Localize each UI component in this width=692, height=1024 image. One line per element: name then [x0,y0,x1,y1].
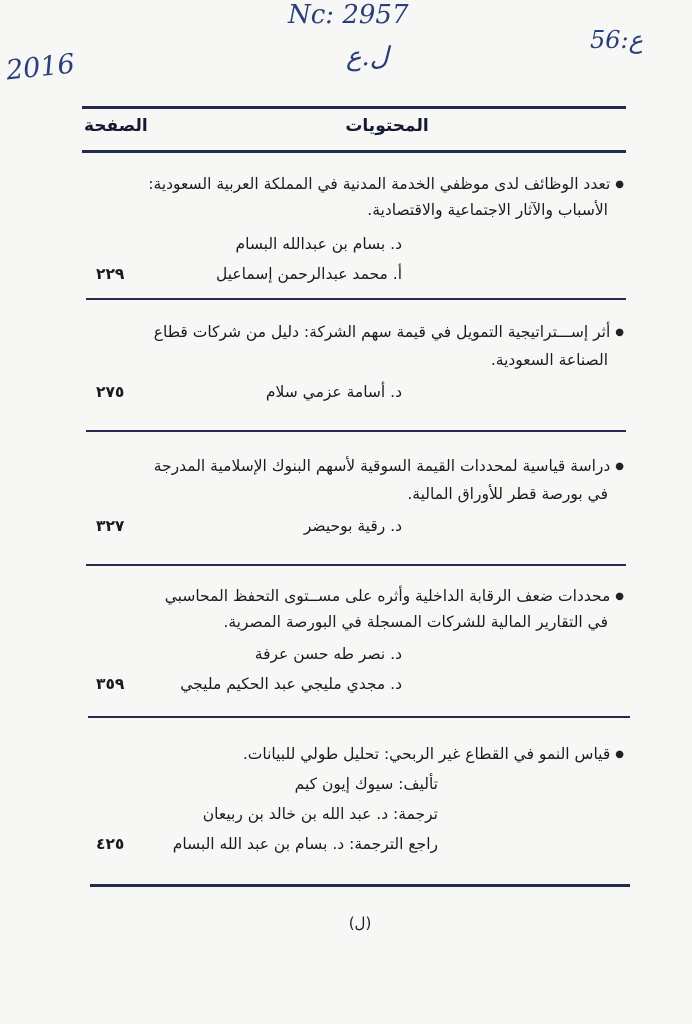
handwritten-code: ل.ع [346,42,389,72]
entry-3-title-line-1: ● دراسة قياسية لمحددات القيمة السوقية لأسهم البنوك الإسلامية المدرجة [154,454,624,479]
entry-2-title-line-1: ● أثر إســـتراتيجية التمويل في قيمة سهم الشركة: دليل من شركات قطاع [154,320,624,345]
entry-separator-2 [86,430,626,432]
entry-separator-1 [86,298,626,300]
contents-heading: المحتويات [345,116,429,136]
entry-4-author-2: د. مجدي مليجي عبد الحكيم مليجي [180,675,402,693]
entry-4-title-line-2: في التقارير المالية للشركات المسجلة في البورصة المصرية. [223,613,608,631]
entry-3-title-line-2: في بورصة قطر للأوراق المالية. [407,485,608,503]
entry-3-page-number: ٣٢٧ [96,517,125,535]
entry-5-author-3: راجع الترجمة: د. بسام بن عبد الله البسام [172,835,438,853]
entry-4-author-1: د. نصر طه حسن عرفة [254,645,402,663]
entry-2-page-number: ٢٧٥ [96,383,125,401]
entry-2-author-1: د. أسامة عزمي سلام [265,383,402,401]
entry-2-title-line-2: الصناعة السعودية. [490,351,608,369]
header-top-rule [82,106,626,109]
handwritten-year: 2016 [4,48,77,87]
handwritten-catalog-number: Nc: 2957 [288,0,409,30]
entry-separator-4 [88,716,630,718]
page-number-footer: (ل) [348,914,372,932]
entry-3-author-1: د. رقية بوحيضر [303,517,402,535]
page-column-heading: الصفحة [84,116,148,136]
entry-1-author-1: د. بسام بن عبدالله البسام [235,235,402,253]
handwritten-issue-code: 56:ع [590,26,643,54]
header-bottom-rule [82,150,626,153]
entry-5-author-2: ترجمة: د. عبد الله بن خالد بن ربيعان [202,805,438,823]
entry-5-page-number: ٤٢٥ [96,835,125,853]
entry-1-title-line-2: الأسباب والآثار الاجتماعية والاقتصادية. [367,201,608,219]
entry-1-title-line-1: ● تعدد الوظائف لدى موظفي الخدمة المدنية في المملكة العربية السعودية: [148,172,624,197]
entry-1-page-number: ٢٢٩ [96,265,125,283]
entry-5-title-line-1: ● قياس النمو في القطاع غير الربحي: تحليل طولي للبيانات. [243,742,624,767]
entry-4-title-line-1: ● محددات ضعف الرقابة الداخلية وأثره على مســتوى التحفظ المحاسبي [165,584,624,609]
entry-separator-3 [86,564,626,566]
entry-1-author-2: أ. محمد عبدالرحمن إسماعيل [215,265,402,283]
contents-bottom-rule [90,884,630,887]
entry-4-page-number: ٣٥٩ [96,675,125,693]
entry-5-author-1: تأليف: سيوك إيون كيم [294,775,438,793]
